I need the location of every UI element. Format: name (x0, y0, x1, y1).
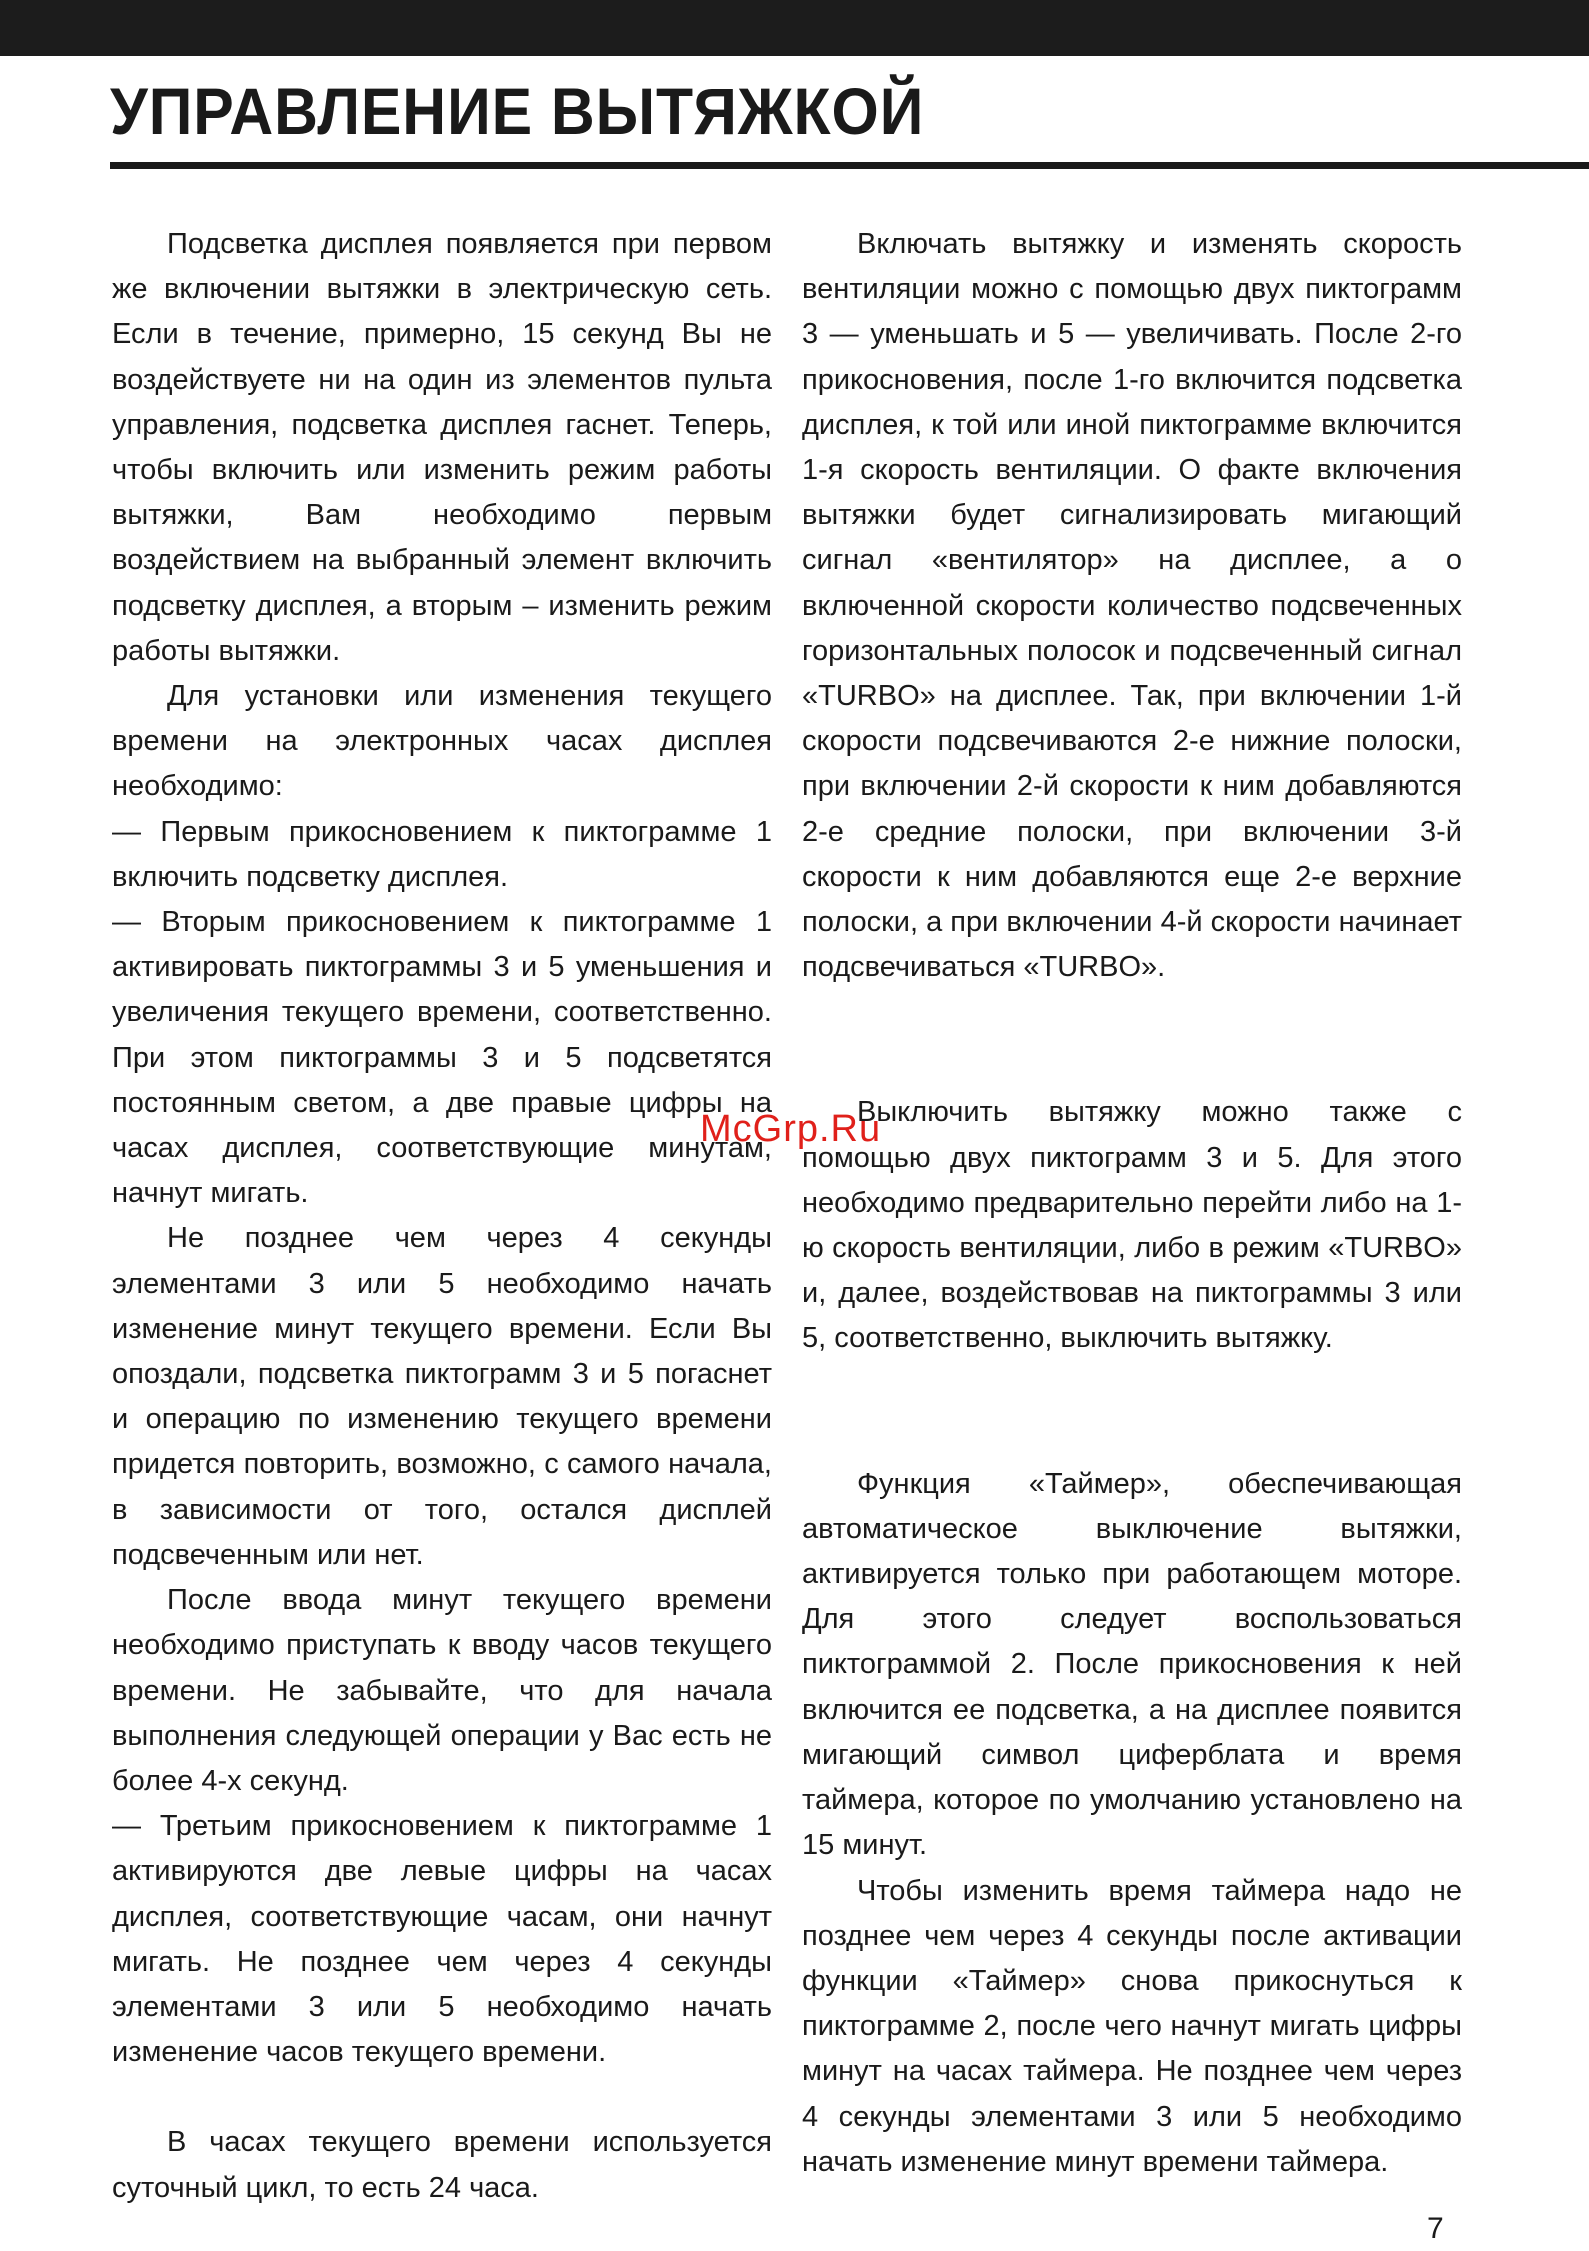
title-underline (110, 162, 1589, 169)
page-title: УПРАВЛЕНИЕ ВЫТЯЖКОЙ (110, 74, 925, 148)
paragraph-fan-speed: Включать вытяжку и изменять скорость вентиляции можно с помощью двух пиктограмм 3 — уменьшать и 5 — увеличивать. После 2-го прикосновения, после 1-го включится подсветка дисплея, к той или иной пиктограмме включится 1-я скорость вентиляции. О факте включения вытяжки будет сигнализировать мигающий сигнал «вентилятор» на дисплее, а о включенной скорости количество подсвеченных горизонтальных полосок и подсвеченный сигнал «TURBO» на дисплее. Так, при включении 1-й скорости подсвечиваются 2-е нижние полоски, при включении 2-й скорости к ним добавляются 2-е средние полоски, при включении 3-й скорости к ним добавляются еще 2-е верхние полоски, а при включении 4-й скорости начинает подсвечиваться «TURBO». (802, 228, 1462, 984)
paragraph-daily-cycle: В часах текущего времени используется суточный цикл, то есть 24 часа. (112, 2126, 772, 2204)
watermark: McGrp.Ru (700, 1108, 882, 1150)
paragraph-hours-entry: После ввода минут текущего времени необходимо приступать к вводу часов текущего времени. Не забывайте, что для начала выполнения следующей операции у Вас есть не более 4-х секунд. (112, 1584, 772, 1797)
paragraph-switch-off: Выключить вытяжку можно также с помощью двух пиктограмм 3 и 5. Для этого необходимо предварительно перейти либо на 1-ю скорость вентиляции, либо в режим «TURBO» и, далее, воздействовав на пиктограммы 3 или 5, соответственно, выключить вытяжку. (802, 1096, 1462, 1355)
paragraph-backlight: Подсветка дисплея появляется при первом же включении вытяжки в электрическую сеть. Если в течение, примерно, 15 секунд Вы не воздействуете ни на один из элементов пульта управления, подсветка дисплея гаснет. Теперь, чтобы включить или изменить режим работы вытяжки, Вам необходимо первым воздействием на выбранный элемент включить подсветку дисплея, а вторым – изменить режим работы вытяжки. (112, 228, 772, 667)
right-column (802, 222, 1462, 2185)
left-column (112, 222, 772, 2211)
page-number: 7 (1427, 2212, 1444, 2245)
paragraph-timer-change: Чтобы изменить время таймера надо не позднее чем через 4 секунды после активации функции «Таймер» снова прикоснуться к пиктограмме 2, после чего начнут мигать цифры минут на часах таймера. Не позднее чем через 4 секунды элементами 3 или 5 необходимо начать изменение минут времени таймера. (802, 1874, 1462, 2178)
paragraph-timer-function: Функция «Таймер», обеспечивающая автоматическое выключение вытяжки, активируется только при работающем моторе. Для этого следует воспользоваться пиктограммой 2. После прикосновения к ней включится ее подсветка, а на дисплее появится мигающий символ циферблата и время таймера, которое по умолчанию установлено на 15 минут. (802, 1467, 1462, 1862)
paragraph-minutes-change: Не позднее чем через 4 секунды элементами 3 или 5 необходимо начать изменение минут текущего времени. Если Вы опоздали, подсветка пиктограмм 3 и 5 погаснет и операцию по изменению текущего времени придется повторить, возможно, с самого начала, в зависимости от того, остался дисплей подсвеченным или нет. (112, 1222, 772, 1571)
list-item-third-touch: — Третьим прикосновением к пиктограмме 1 активируются две левые цифры на часах дисплея, соответствующие часам, они начнут мигать. Не позднее чем через 4 секунды элементами 3 или 5 необходимо начать изменение часов текущего времени. (112, 1810, 772, 2069)
paragraph-time-setup: Для установки или изменения текущего времени на электронных часах дисплея необходимо: (112, 680, 772, 803)
list-item-first-touch: — Первым прикосновением к пиктограмме 1 включить подсветку дисплея. (112, 815, 772, 893)
top-bar (0, 0, 1589, 56)
list-item-second-touch: — Вторым прикосновением к пиктограмме 1 активировать пиктограммы 3 и 5 уменьшения и увеличения текущего времени, соответственно. При этом пиктограммы 3 и 5 подсветятся постоянным светом, а две правые цифры на часах дисплея, соответствующие минутам, начнут мигать. (112, 906, 772, 1210)
